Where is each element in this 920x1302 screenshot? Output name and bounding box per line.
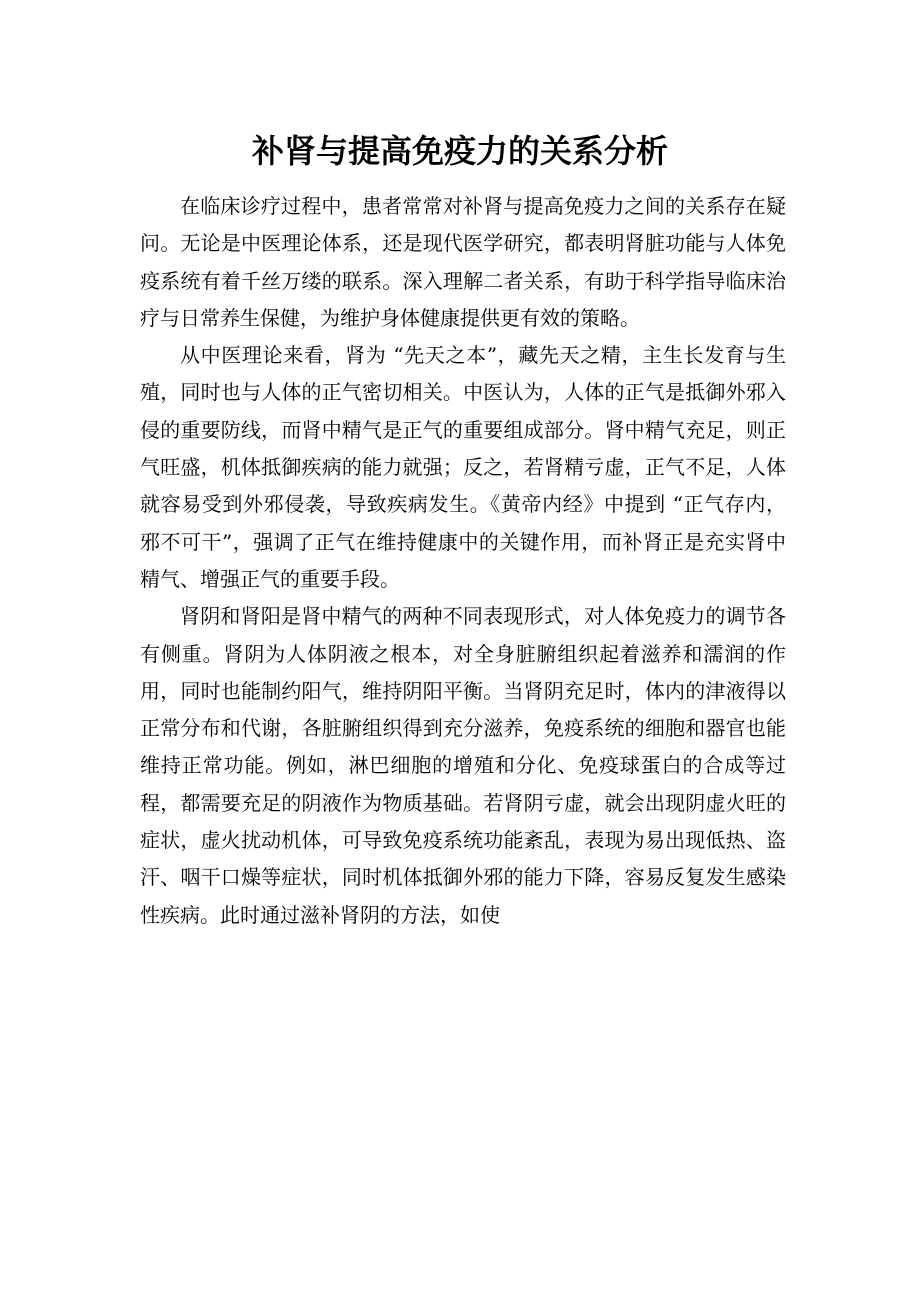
document-title: 补肾与提高免疫力的关系分析 [251, 132, 668, 170]
paragraph-1: 在临床诊疗过程中，患者常常对补肾与提高免疫力之间的关系存在疑问。无论是中医理论体系，还是现代医学研究，都表明肾脏功能与人体免疫系统有着千丝万缕的联系。深入理解二者关系，有助于科学指导临床治疗与日常养生保健，为维护身体健康提供更有效的策略。 [140, 194, 786, 330]
paragraph-3: 肾阴和肾阳是肾中精气的两种不同表现形式，对人体免疫力的调节各有侧重。肾阴为人体阴液之根本，对全身脏腑组织起着滋养和濡润的作用，同时也能制约阳气，维持阴阳平衡。当肾阴充足时，体内的津液得以正常分布和代谢，各脏腑组织得到充分滋养，免疫系统的细胞和器官也能维持正常功能。例如，淋巴细胞的增殖和分化、免疫球蛋白的合成等过程，都需要充足的阴液作为物质基础。若肾阴亏虚，就会出现阴虚火旺的症状，虚火扰动机体，可导致免疫系统功能紊乱，表现为易出现低热、盗汗、咽干口燥等症状，同时机体抵御外邪的能力下降，容易反复发生感染性疾病。此时通过滋补肾阴的方法，如使 [140, 604, 786, 927]
document-body [140, 188, 786, 934]
paragraph-2: 从中医理论来看，肾为 “先天之本”，藏先天之精，主生长发育与生殖，同时也与人体的正气密切相关。中医认为，人体的正气是抵御外邪入侵的重要防线，而肾中精气是正气的重要组成部分。肾中精气充足，则正气旺盛，机体抵御疾病的能力就强；反之，若肾精亏虚，正气不足，人体就容易受到外邪侵袭，导致疾病发生。《黄帝内经》中提到 “正气存内，邪不可干”，强调了正气在维持健康中的关键作用，而补肾正是充实肾中精气、增强正气的重要手段。 [140, 343, 786, 591]
